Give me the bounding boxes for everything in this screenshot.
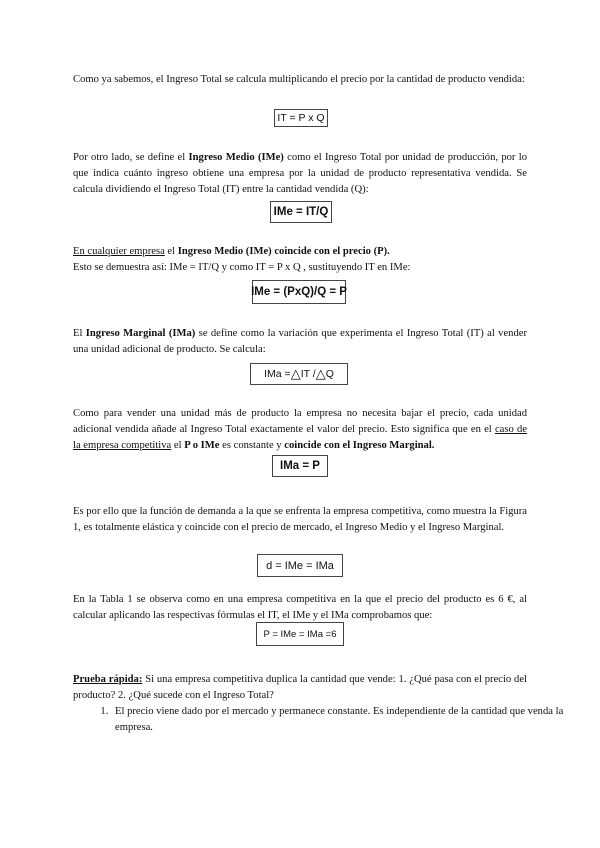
term-coincide-ima: coincide con el Ingreso Marginal.: [284, 440, 435, 451]
paragraph-ingreso-total: Como ya sabemos, el Ingreso Total se calcula multiplicando el precio por la cantidad de producto vendida:: [73, 74, 525, 85]
term-ingreso-medio: Ingreso Medio (IMe): [188, 152, 284, 163]
paragraph-tabla-1: En la Tabla 1 se observa como en una empresa competitiva en la que el precio del producto es 6 €, al calcular aplicando las respectivas fórmulas el IT, el IMe y el IMa comprobamos que:: [73, 594, 527, 621]
underlined-en-cualquier-empresa: En cualquier empresa: [73, 246, 165, 257]
paragraph-empresa-competitiva: Como para vender una unidad más de producto la empresa no necesita bajar el precio, cada unidad adicional vendida añade al Ingreso Total exactamente el valor del precio. Esto significa que en el caso de la empresa competitiva el P o IMe es constante y coincide con el Ingreso Marginal.: [73, 408, 527, 451]
paragraph-ingreso-marginal: El Ingreso Marginal (IMa) se define como la variación que experimenta el Ingreso Total (IT) al vender una unidad adicional de producto. Se calcula:: [73, 328, 527, 355]
formula-p-ime-ima: P = IMe = IMa =6: [256, 622, 344, 646]
paragraph-funcion-demanda: Es por ello que la función de demanda a la que se enfrenta la empresa competitiva, como muestra la Figura 1, es totalmente elástica y coincide con el precio de mercado, el Ingreso Medio y el Ingreso Marginal.: [73, 506, 527, 533]
delta-triangle-icon: △: [315, 366, 326, 381]
formula-ima: IMa = △ IT / △ Q: [250, 363, 348, 385]
delta-triangle-icon: △: [290, 366, 301, 381]
paragraph-prueba-rapida: Prueba rápida: Si una empresa competitiva duplica la cantidad que vende: 1. ¿Qué pasa con el precio del producto? 2. ¿Qué sucede con el Ingreso Total?: [73, 674, 528, 701]
formula-demanda: d = IMe = IMa: [257, 554, 343, 577]
formula-ime: IMe = IT/Q: [270, 201, 332, 223]
formula-ime-pxq: IMe = (PxQ)/Q = P: [252, 280, 346, 304]
answer-list: [73, 704, 565, 736]
underlined-caso-empresa-competitiva: caso de la empresa competitiva: [73, 424, 527, 451]
label-prueba-rapida: Prueba rápida:: [73, 674, 143, 685]
term-ingreso-marginal: Ingreso Marginal (IMa): [85, 328, 196, 339]
term-ime-coincide: Ingreso Medio (IMe) coincide con el precio (P).: [177, 246, 390, 257]
term-p-o-ime: P o IMe: [184, 440, 220, 451]
paragraph-coincide-precio: En cualquier empresa el Ingreso Medio (IMe) coincide con el precio (P). Esto se demuestra así: IMe = IT/Q y como IT = P x Q , sustituyendo IT en IMe:: [73, 246, 411, 273]
formula-it: IT = P x Q: [274, 109, 328, 127]
formula-ima-p: IMa = P: [272, 455, 328, 477]
paragraph-ingreso-medio: Por otro lado, se define el Ingreso Medio (IMe) como el Ingreso Total por unidad de producción, por lo que indica cuánto ingreso obtiene una empresa por la unidad de producto representativa vendida. Se calcula dividiendo el Ingreso Total (IT) entre la cantidad vendida (Q):: [73, 152, 528, 195]
list-item: 1. El precio viene dado por el mercado y permanece constante. Es independiente de la cantidad que venda la empresa.: [111, 704, 565, 736]
